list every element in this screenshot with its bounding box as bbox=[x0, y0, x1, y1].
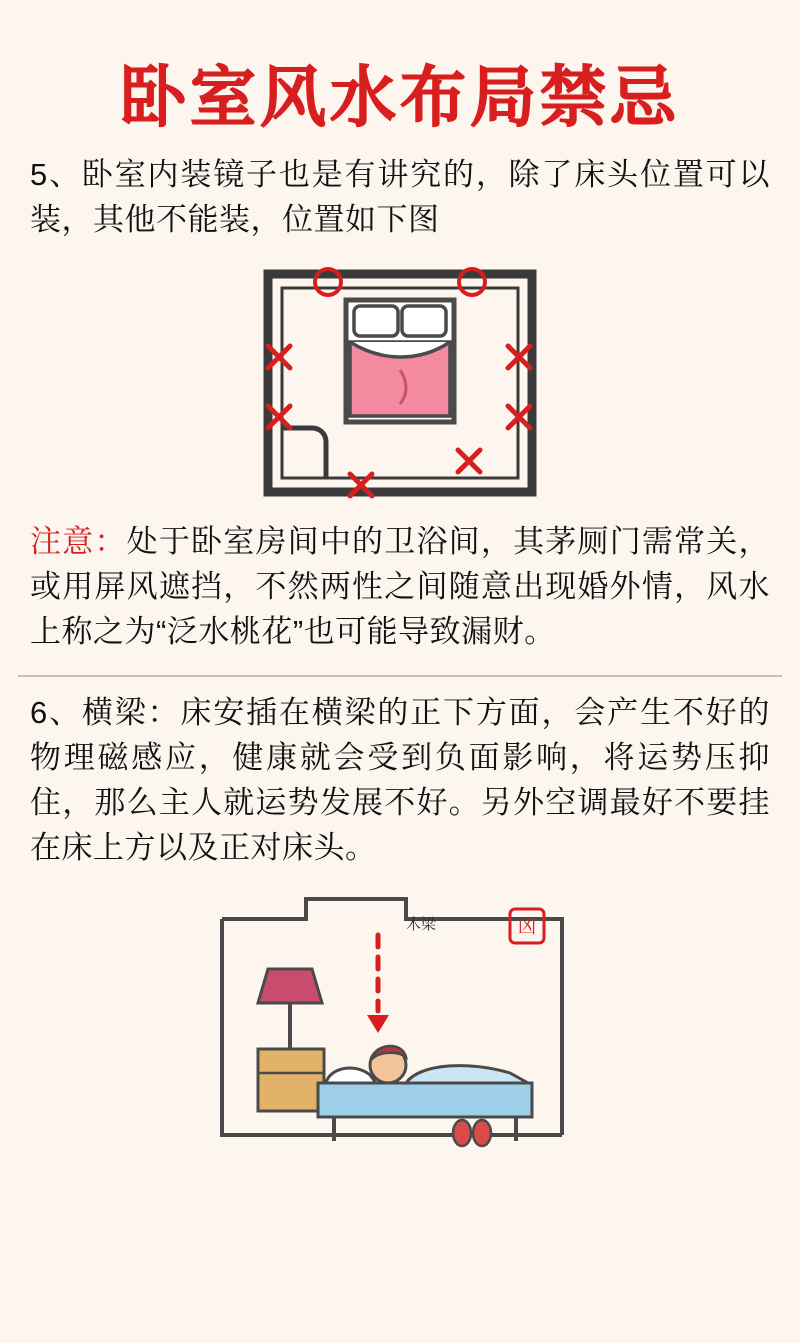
section-5-text: 5、卧室内装镜子也是有讲究的，除了床头位置可以装，其他不能装，位置如下图 bbox=[30, 156, 770, 237]
section-6-text: 6、横梁：床安插在横梁的正下方面，会产生不好的物理磁感应，健康就会受到负面影响，将运势压抑住，那么主人就运势发展不好。另外空调最好不要挂在床上方以及正对床头。 bbox=[30, 695, 770, 866]
section-divider bbox=[18, 675, 782, 677]
section-5-note bbox=[30, 520, 770, 655]
bedroom-mirror-plan-figure bbox=[18, 258, 782, 508]
note-text: 处于卧室房间中的卫浴间，其茅厕门需常关，或用屏风遮挡，不然两性之间随意出现婚外情，风水上称之为“泛水桃花”也可能导致漏财。 bbox=[30, 524, 771, 650]
svg-text:木梁: 木梁 bbox=[406, 915, 437, 934]
page-title: 卧室风水布局禁忌 bbox=[120, 59, 680, 136]
svg-text:凶: 凶 bbox=[518, 917, 536, 939]
note-label: 注意： bbox=[30, 524, 127, 560]
beam-over-bed-figure bbox=[18, 887, 782, 1157]
